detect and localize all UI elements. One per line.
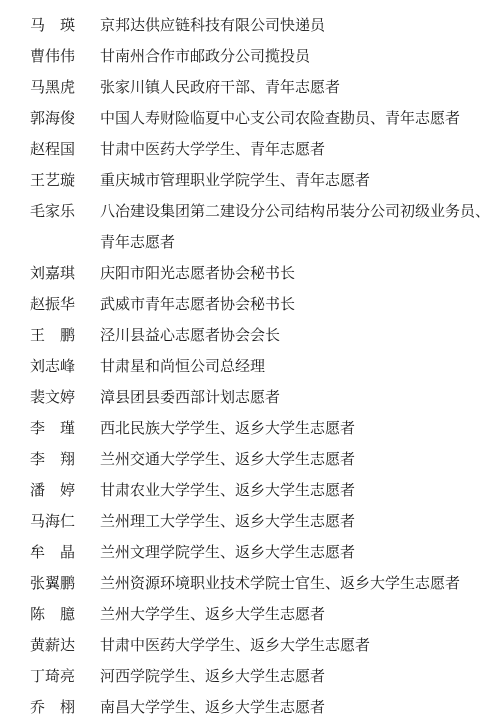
person-description: 兰州文理学院学生、返乡大学生志愿者 bbox=[100, 543, 356, 561]
person-name: 李 瑾 bbox=[30, 419, 76, 437]
person-name: 乔 栩 bbox=[30, 698, 76, 716]
person-description: 甘肃中医药大学学生、青年志愿者 bbox=[100, 140, 326, 158]
person-description: 庆阳市阳光志愿者协会秘书长 bbox=[100, 264, 296, 282]
list-item bbox=[30, 10, 490, 41]
list-item bbox=[30, 196, 490, 258]
person-name: 王艺璇 bbox=[30, 171, 76, 189]
person-description: 甘肃中医药大学学生、返乡大学生志愿者 bbox=[100, 636, 371, 654]
list-item bbox=[30, 134, 490, 165]
person-description: 兰州理工大学学生、返乡大学生志愿者 bbox=[100, 512, 356, 530]
person-name: 郭海俊 bbox=[30, 109, 76, 127]
person-name: 马海仁 bbox=[30, 512, 76, 530]
person-description: 京邦达供应链科技有限公司快递员 bbox=[100, 16, 326, 34]
person-name: 马黑虎 bbox=[30, 78, 76, 96]
person-name: 赵程国 bbox=[30, 140, 76, 158]
person-name: 王 鹏 bbox=[30, 326, 76, 344]
list-item bbox=[30, 41, 490, 72]
person-name: 裴文婷 bbox=[30, 388, 76, 406]
person-description: 八冶建设集团第二建设分公司结构吊装分公司初级业务员、青年志愿者 bbox=[100, 202, 491, 251]
person-name: 丁琦亮 bbox=[30, 667, 76, 685]
list-item bbox=[30, 413, 490, 444]
person-description: 兰州大学学生、返乡大学生志愿者 bbox=[100, 605, 326, 623]
person-description: 武威市青年志愿者协会秘书长 bbox=[100, 295, 296, 313]
person-name: 毛家乐 bbox=[30, 202, 76, 220]
person-name: 李 翔 bbox=[30, 450, 76, 468]
list-item bbox=[30, 165, 490, 196]
person-description: 兰州交通大学学生、返乡大学生志愿者 bbox=[100, 450, 356, 468]
list-item bbox=[30, 692, 490, 723]
person-description: 甘肃农业大学学生、返乡大学生志愿者 bbox=[100, 481, 356, 499]
person-description: 河西学院学生、返乡大学生志愿者 bbox=[100, 667, 326, 685]
person-description: 兰州资源环境职业技术学院士官生、返乡大学生志愿者 bbox=[100, 574, 461, 592]
list-item bbox=[30, 630, 490, 661]
person-description: 甘南州合作市邮政分公司揽投员 bbox=[100, 47, 311, 65]
person-description: 泾川县益心志愿者协会会长 bbox=[100, 326, 281, 344]
list-item bbox=[30, 258, 490, 289]
list-item bbox=[30, 537, 490, 568]
list-item bbox=[30, 568, 490, 599]
person-name: 潘 婷 bbox=[30, 481, 76, 499]
person-name: 牟 晶 bbox=[30, 543, 76, 561]
list-item bbox=[30, 506, 490, 537]
person-name: 赵振华 bbox=[30, 295, 76, 313]
person-description: 西北民族大学学生、返乡大学生志愿者 bbox=[100, 419, 356, 437]
person-name: 曹伟伟 bbox=[30, 47, 76, 65]
list-item bbox=[30, 382, 490, 413]
person-description: 张家川镇人民政府干部、青年志愿者 bbox=[100, 78, 341, 96]
person-name: 马 瑛 bbox=[30, 16, 76, 34]
person-description: 重庆城市管理职业学院学生、青年志愿者 bbox=[100, 171, 371, 189]
list-item bbox=[30, 661, 490, 692]
person-description: 甘肃星和尚恒公司总经理 bbox=[100, 357, 266, 375]
person-name: 刘嘉琪 bbox=[30, 264, 76, 282]
person-name: 陈 臆 bbox=[30, 605, 76, 623]
person-name: 黄薪达 bbox=[30, 636, 76, 654]
person-name: 张翼鹏 bbox=[30, 574, 76, 592]
list-item bbox=[30, 289, 490, 320]
honoree-list bbox=[30, 10, 490, 723]
list-item bbox=[30, 599, 490, 630]
list-item bbox=[30, 103, 490, 134]
list-item bbox=[30, 72, 490, 103]
person-description: 南昌大学学生、返乡大学生志愿者 bbox=[100, 698, 326, 716]
list-item bbox=[30, 351, 490, 382]
list-item bbox=[30, 444, 490, 475]
person-description: 中国人寿财险临夏中心支公司农险查勘员、青年志愿者 bbox=[100, 109, 461, 127]
person-description: 漳县团县委西部计划志愿者 bbox=[100, 388, 281, 406]
list-item bbox=[30, 475, 490, 506]
person-name: 刘志峰 bbox=[30, 357, 76, 375]
list-item bbox=[30, 320, 490, 351]
